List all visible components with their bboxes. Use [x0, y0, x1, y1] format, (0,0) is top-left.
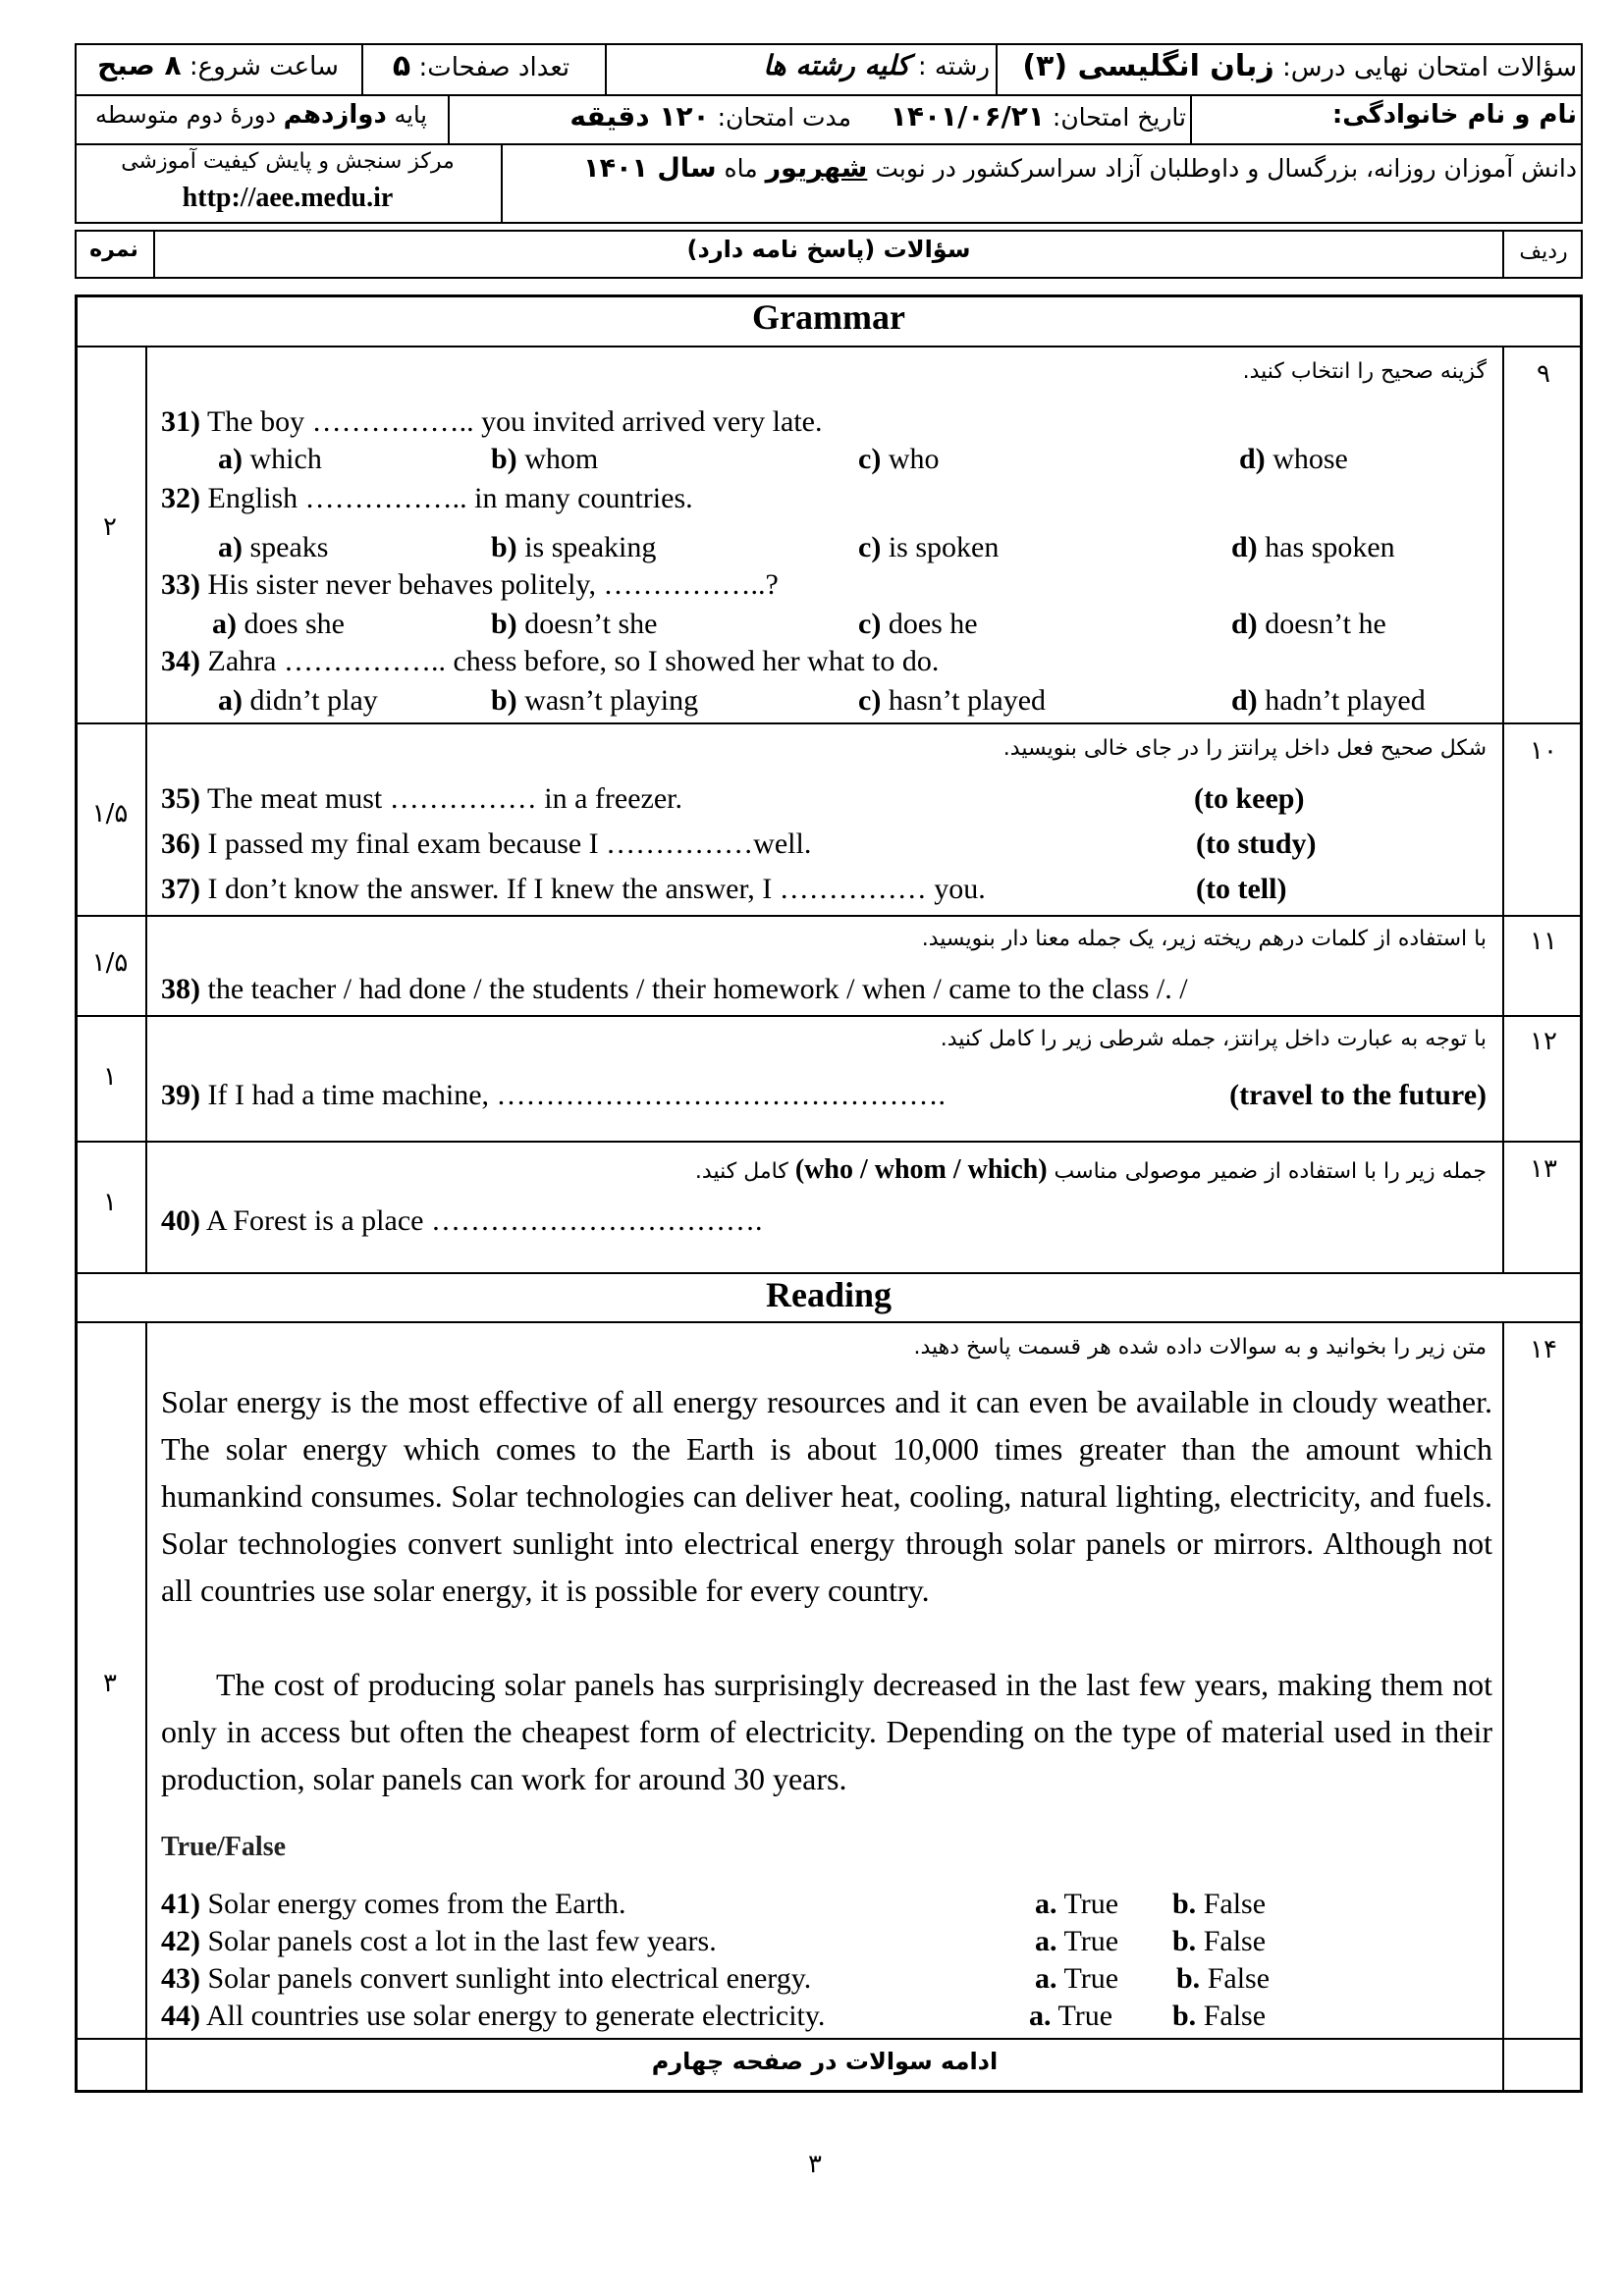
pages-label: تعداد صفحات:	[418, 53, 570, 82]
question-38: 38) the teacher / had done / the students / their homework / when / came to the class /. /	[161, 973, 1188, 1005]
reading-paragraph-1: Solar energy is the most effective of all energy resources and it can even be available in cloudy weather. The solar energy which comes to the Earth is about 10,000 times greater than the amount which humankind consumes. Solar technologies can deliver heat, cooling, natural lighting, electricity, and fuels. Solar technologies convert sunlight into electrical energy through solar panels or mirrors. Although not all countries use solar energy, it is possible for every country.	[161, 1384, 1492, 1608]
reading-title: Reading	[765, 1275, 893, 1314]
question-42: 42) Solar panels cost a lot in the last few years.	[161, 1925, 717, 1957]
question-44: 44) All countries use solar energy to generate electricity.	[161, 2000, 826, 2032]
continue-note: ادامه سوالات در صفحه چهارم	[651, 2048, 999, 2075]
instruction: جمله زیر را با استفاده از ضمیر موصولی مناسب (who / whom / which) کامل کنید.	[694, 1154, 1487, 1185]
question-39: 39) If I had a time machine, ……………………………………….	[161, 1079, 947, 1111]
students-month: شهریور	[765, 153, 868, 184]
duration-label: مدت امتحان:	[717, 103, 852, 132]
hint-37: (to tell)	[1196, 873, 1287, 905]
subject-value: زبان انگلیسی (۳)	[1022, 49, 1274, 83]
grade-post: دورهٔ دوم متوسطه	[95, 101, 276, 129]
option-42b[interactable]: b. False	[1172, 1925, 1267, 1957]
instruction: گزینه صحیح را انتخاب کنید.	[1242, 359, 1487, 384]
option-33d[interactable]: d) doesn’t he	[1231, 608, 1386, 640]
grammar-title: Grammar	[752, 297, 905, 337]
option-31c[interactable]: c) who	[858, 443, 940, 475]
option-41a[interactable]: a. True	[1035, 1888, 1119, 1920]
grade-bold: دوازدهم	[283, 100, 387, 130]
question-31	[161, 404, 822, 440]
option-34a[interactable]: a) didn’t play	[218, 684, 378, 717]
option-33b[interactable]: b) doesn’t she	[491, 608, 658, 640]
option-34c[interactable]: c) hasn’t played	[858, 684, 1047, 717]
field-label: رشته :	[917, 52, 990, 81]
option-44a[interactable]: a. True	[1029, 2000, 1113, 2032]
option-32b[interactable]: b) is speaking	[491, 531, 657, 563]
question-40: 40) A Forest is a place …………………………….	[161, 1204, 763, 1237]
question-35: 35) The meat must …………… in a freezer.	[161, 782, 682, 815]
score: ۲	[103, 512, 117, 542]
option-33c[interactable]: c) does he	[858, 608, 978, 640]
date-duration-cell	[452, 100, 1186, 141]
score: ۱	[103, 1062, 117, 1092]
date-label: تاریخ امتحان:	[1052, 103, 1186, 132]
option-44b[interactable]: b. False	[1172, 2000, 1267, 2032]
option-31d[interactable]: d) whose	[1239, 443, 1348, 475]
hint-35: (to keep)	[1194, 782, 1305, 815]
field-cell	[607, 49, 990, 92]
option-33a[interactable]: a) does she	[212, 608, 345, 640]
students-mid: ماه	[724, 154, 758, 183]
start-cell	[79, 49, 357, 92]
hint-39: (travel to the future)	[1229, 1079, 1487, 1111]
question-37: 37) I don’t know the answer. If I knew the answer, I …………… you.	[161, 873, 986, 905]
row-number: ۱۱	[1530, 927, 1557, 956]
students-year: سال ۱۴۰۱	[583, 153, 717, 184]
question-text: The boy …………….. you invited arrived very late.	[200, 405, 823, 438]
option-34d[interactable]: d) hadn’t played	[1231, 684, 1426, 717]
option-43b[interactable]: b. False	[1176, 1962, 1271, 1995]
score: ۱	[103, 1188, 117, 1217]
duration-value: ۱۲۰ دقیقه	[569, 100, 710, 133]
true-false-title: True/False	[161, 1832, 287, 1862]
instruction: با استفاده از کلمات درهم ریخته زیر، یک جمله معنا دار بنویسید.	[921, 927, 1487, 951]
option-32c[interactable]: c) is spoken	[858, 531, 1000, 563]
option-43a[interactable]: a. True	[1035, 1962, 1119, 1995]
center-name: مرکز سنجش و پایش کیفیت آموزشی	[121, 149, 455, 174]
row-number: ۹	[1537, 359, 1550, 389]
option-42a[interactable]: a. True	[1035, 1925, 1119, 1957]
start-label: ساعت شروع:	[189, 52, 339, 81]
question-41: 41) Solar energy comes from the Earth.	[161, 1888, 626, 1920]
question-33: 33) His sister never behaves politely, ……………..?	[161, 568, 779, 601]
col-row-label: ردیف	[1519, 240, 1568, 264]
name-label: نام و نام خانوادگی:	[1331, 100, 1577, 130]
question-32: 32) English …………….. in many countries.	[161, 482, 693, 514]
row-number: ۱۴	[1530, 1335, 1557, 1364]
col-questions-label: سؤالات (پاسخ نامه دارد)	[686, 236, 971, 263]
students-pre: دانش آموزان روزانه، بزرگسال و داوطلبان آزاد سراسرکشور در نوبت	[875, 154, 1577, 183]
field-value: کلیه رشته ها	[763, 49, 910, 81]
center-url[interactable]: http://aee.medu.ir	[182, 183, 394, 213]
students-cell	[507, 153, 1577, 196]
score: ۱/۵	[91, 799, 129, 828]
option-32d[interactable]: d) has spoken	[1231, 531, 1395, 563]
option-31b[interactable]: b) whom	[491, 443, 599, 475]
row-number: ۱۲	[1530, 1027, 1557, 1056]
grade-pre: پایه	[394, 101, 427, 129]
date-value: ۱۴۰۱/۰۶/۲۱	[890, 100, 1045, 133]
pages-value: ۵	[392, 49, 411, 83]
instruction: با توجه به عبارت داخل پرانتز، جمله شرطی زیر را کامل کنید.	[940, 1027, 1487, 1051]
option-34b[interactable]: b) wasn’t playing	[491, 684, 699, 717]
row-number: ۱۳	[1530, 1154, 1557, 1184]
question-43: 43) Solar panels convert sunlight into electrical energy.	[161, 1962, 812, 1995]
instruction: شکل صحیح فعل داخل پرانتز را در جای خالی بنویسید.	[1002, 736, 1487, 761]
question-34: 34) Zahra …………….. chess before, so I showed her what to do.	[161, 645, 940, 677]
page-number: ۳	[808, 2150, 822, 2179]
hint-36: (to study)	[1196, 828, 1317, 860]
pages-cell	[363, 49, 599, 92]
question-number: 31)	[161, 405, 200, 438]
question-36: 36) I passed my final exam because I ……………well.	[161, 828, 812, 860]
col-score-label: نمره	[89, 238, 138, 262]
subject-cell	[998, 49, 1577, 92]
instruction: متن زیر را بخوانید و به سوالات داده شده هر قسمت پاسخ دهید.	[913, 1335, 1487, 1360]
start-value: ۸ صبح	[97, 49, 182, 81]
option-31a[interactable]: a) which	[218, 443, 322, 475]
subject-label: سؤالات امتحان نهایی درس:	[1281, 53, 1577, 82]
grade-cell	[79, 100, 444, 141]
score: ۱/۵	[91, 948, 129, 978]
option-32a[interactable]: a) speaks	[218, 531, 329, 563]
option-41b[interactable]: b. False	[1172, 1888, 1267, 1920]
reading-paragraph-2: The cost of producing solar panels has surprisingly decreased in the last few years, making them not only in access but often the cheapest form of electricity. Depending on the type of material used in their production, solar panels can work for around 30 years.	[161, 1667, 1492, 1796]
score: ۳	[103, 1669, 117, 1698]
row-number: ۱۰	[1530, 736, 1557, 766]
